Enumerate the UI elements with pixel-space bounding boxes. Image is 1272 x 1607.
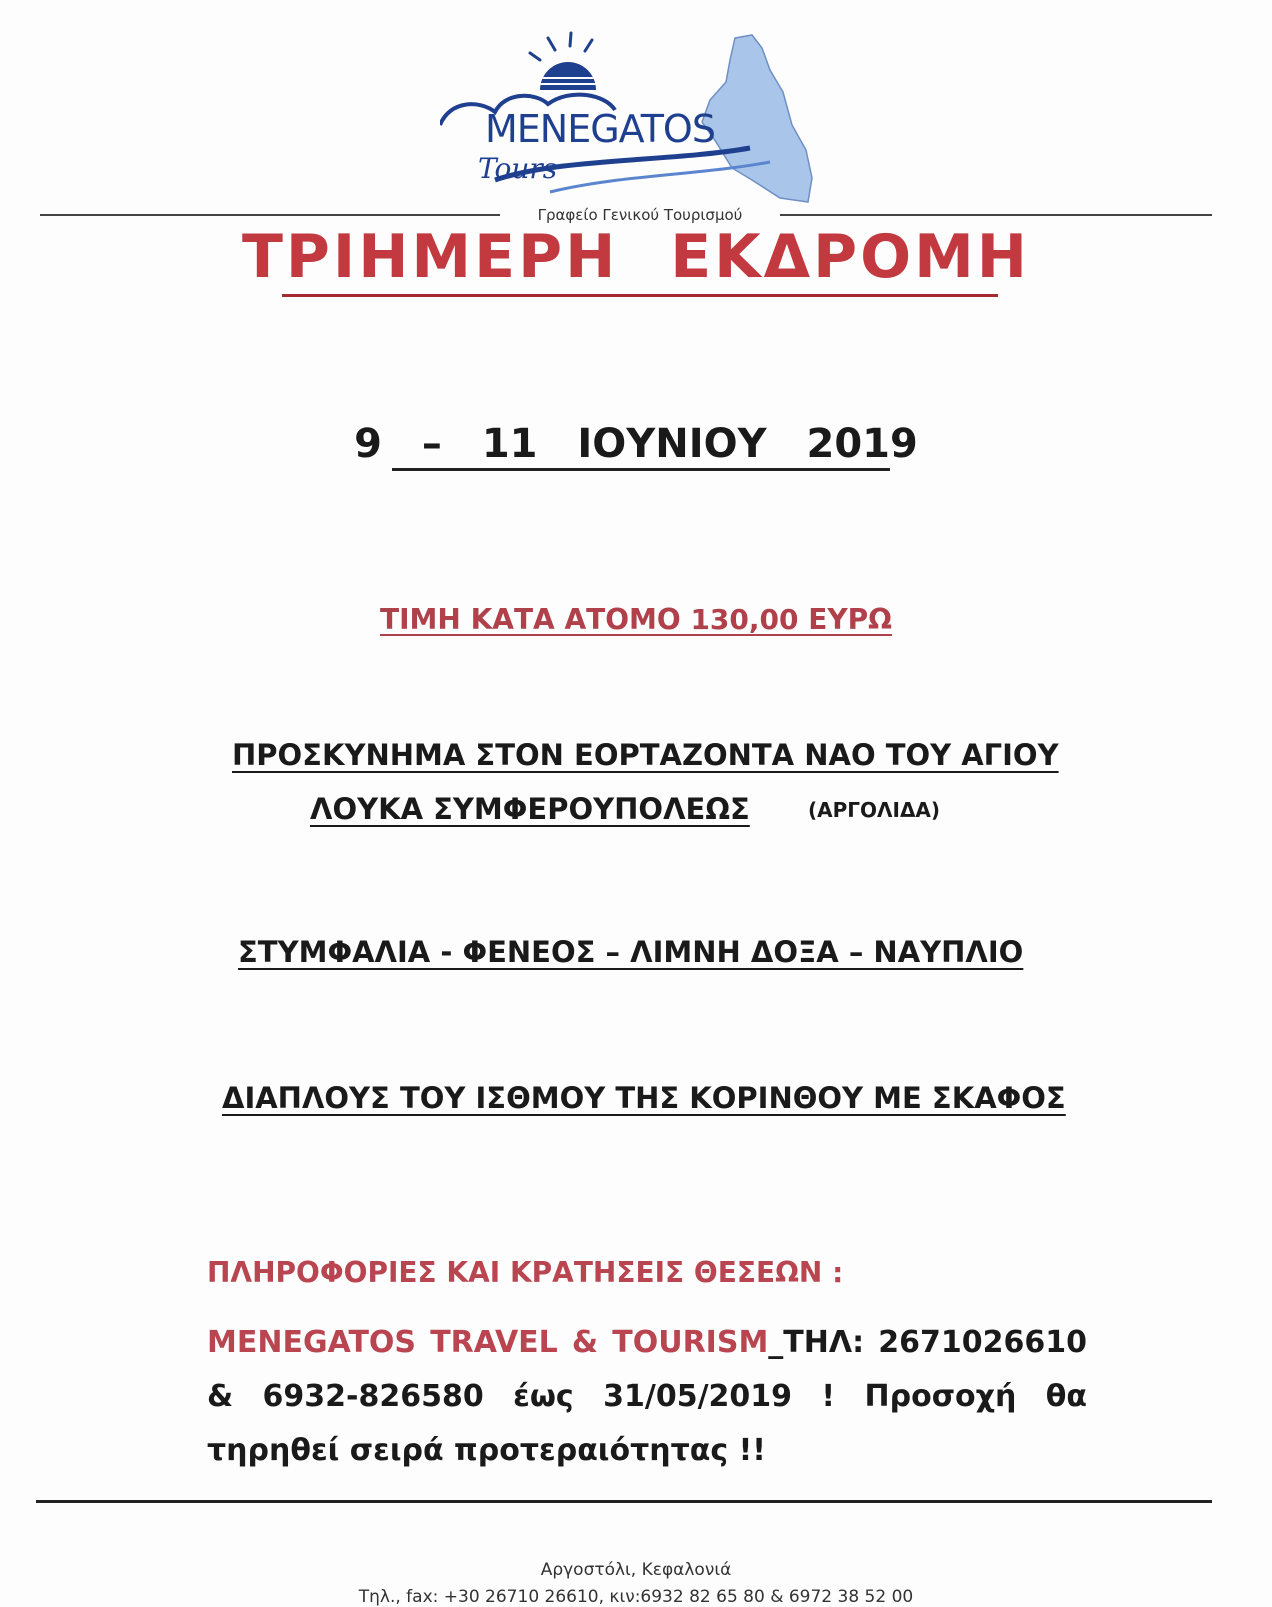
contact-paragraph — [207, 1316, 1087, 1478]
pilgrimage-line-2: ΛΟΥΚΑ ΣΥΜΦΕΡΟΥΠΟΛΕΩΣ — [310, 792, 750, 826]
title-underline — [282, 294, 998, 297]
agency-subtitle: Γραφείο Γενικού Τουρισμού — [537, 206, 743, 224]
price-per-person: ΤΙΜΗ ΚΑΤΑ ΑΤΟΜΟ 130,00 ΕΥΡΩ — [380, 603, 892, 636]
pilgrimage-region: (ΑΡΓΟΛΙΔΑ) — [808, 798, 941, 822]
pilgrimage-line-1: ΠΡΟΣΚΥΝΗΜΑ ΣΤΟΝ ΕΟΡΤΑΖΟΝΤΑ ΝΑΟ ΤΟΥ ΑΓΙΟΥ — [232, 738, 1059, 772]
contact-details: _ΤΗΛ: 2671026610 & 6932-826580 έως 31/05/2019 ! Προσοχή θα τηρηθεί σειρά προτεραιότητας !! — [207, 1325, 1087, 1468]
footer-rule — [36, 1500, 1212, 1503]
trip-dates: 9 – 11 ΙΟΥΝΙΟΥ 2019 — [354, 421, 918, 467]
header-rule-right — [780, 214, 1212, 216]
info-label: ΠΛΗΡΟΦΟΡΙΕΣ ΚΑΙ ΚΡΑΤΗΣΕΙΣ ΘΕΣΕΩΝ : — [207, 1256, 844, 1289]
footer-address: Αργοστόλι, Κεφαλονιά — [540, 1560, 732, 1580]
header-rule-left — [40, 214, 500, 216]
destinations-line: ΣΤΥΜΦΑΛΙΑ - ΦΕΝΕΟΣ – ΛΙΜΝΗ ΔΟΞΑ – ΝΑΥΠΛΙΟ — [238, 935, 1024, 969]
company-name: MENEGATOS TRAVEL & TOURISM — [207, 1325, 769, 1360]
logo-word: MENEGATOS — [485, 107, 715, 151]
logo-script: Tours — [478, 152, 558, 185]
cruise-line: ΔΙΑΠΛΟΥΣ ΤΟΥ ΙΣΘΜΟΥ ΤΗΣ ΚΟΡΙΝΘΟΥ ΜΕ ΣΚΑΦΟΣ — [222, 1081, 1066, 1115]
page-title: ΤΡΙΗΜΕΡΗ ΕΚΔΡΟΜΗ — [241, 222, 1031, 292]
date-underline — [392, 468, 890, 471]
footer-phones: Τηλ., fax: +30 26710 26610, κιν:6932 82 65 80 & 6972 38 52 00 — [358, 1587, 914, 1607]
company-logo — [440, 30, 840, 205]
